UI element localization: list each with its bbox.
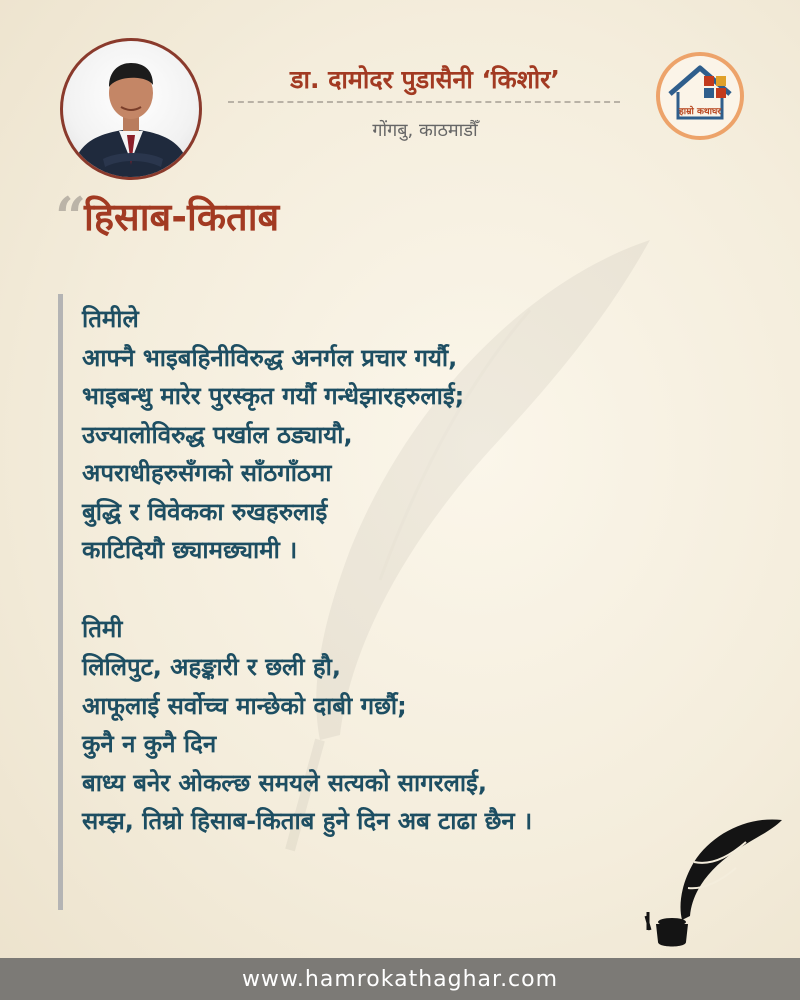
feather-inkwell-icon <box>642 812 790 954</box>
poem-line: बुद्धि र विवेकका रुखहरुलाई <box>82 497 328 526</box>
header-divider <box>228 101 620 103</box>
poem-line: कुनै न कुनै दिन <box>82 730 217 758</box>
author-portrait-icon <box>63 41 199 177</box>
logo-text: हाम्रो कथाघर <box>679 107 721 117</box>
stanza-gap <box>82 570 782 610</box>
poem-side-bar <box>58 294 63 910</box>
poem-line: सम्झ, तिम्रो हिसाब-किताब हुने दिन अब टाढा छैन । <box>82 807 533 835</box>
poem-line: काटिदियौ छ्यामछ्यामी । <box>82 536 298 564</box>
poem-body <box>82 300 782 841</box>
poem-line: तिमीले <box>82 305 139 333</box>
poem-line: अपराधीहरुसँगको साँठगाँठमा <box>82 459 332 487</box>
footer-bar <box>0 958 800 1000</box>
author-name: डा. दामोदर पुडासैनी ‘किशोर’ <box>290 65 560 94</box>
poem-title: हिसाब-किताब <box>84 195 280 239</box>
poem-line: भाइबन्धु मारेर पुरस्कृत गर्यौ गन्धेझारहरुलाई; <box>82 382 465 410</box>
poem-line: आफूलाई सर्वोच्च मान्छेको दाबी गर्छौ; <box>82 691 407 720</box>
poem-line: उज्यालोविरुद्ध पर्खाल ठड्यायौ, <box>82 420 353 449</box>
website-link[interactable]: www.hamrokathaghar.com <box>241 966 559 992</box>
author-avatar <box>60 38 202 180</box>
poem-line: तिमी <box>82 614 123 643</box>
site-logo[interactable] <box>656 52 744 140</box>
quote-icon: “ <box>55 185 87 249</box>
house-logo-icon <box>660 56 740 136</box>
poem-line: आफ्नै भाइबहिनीविरुद्ध अनर्गल प्रचार गर्यौ, <box>82 343 458 372</box>
poem-line: बाध्य बनेर ओकल्छ समयले सत्यको सागरलाई, <box>82 768 487 797</box>
author-location: गोंगबु, काठमाडौँ <box>372 120 478 141</box>
poem-line: लिलिपुट, अहङ्कारी र छली हौ, <box>82 653 341 681</box>
